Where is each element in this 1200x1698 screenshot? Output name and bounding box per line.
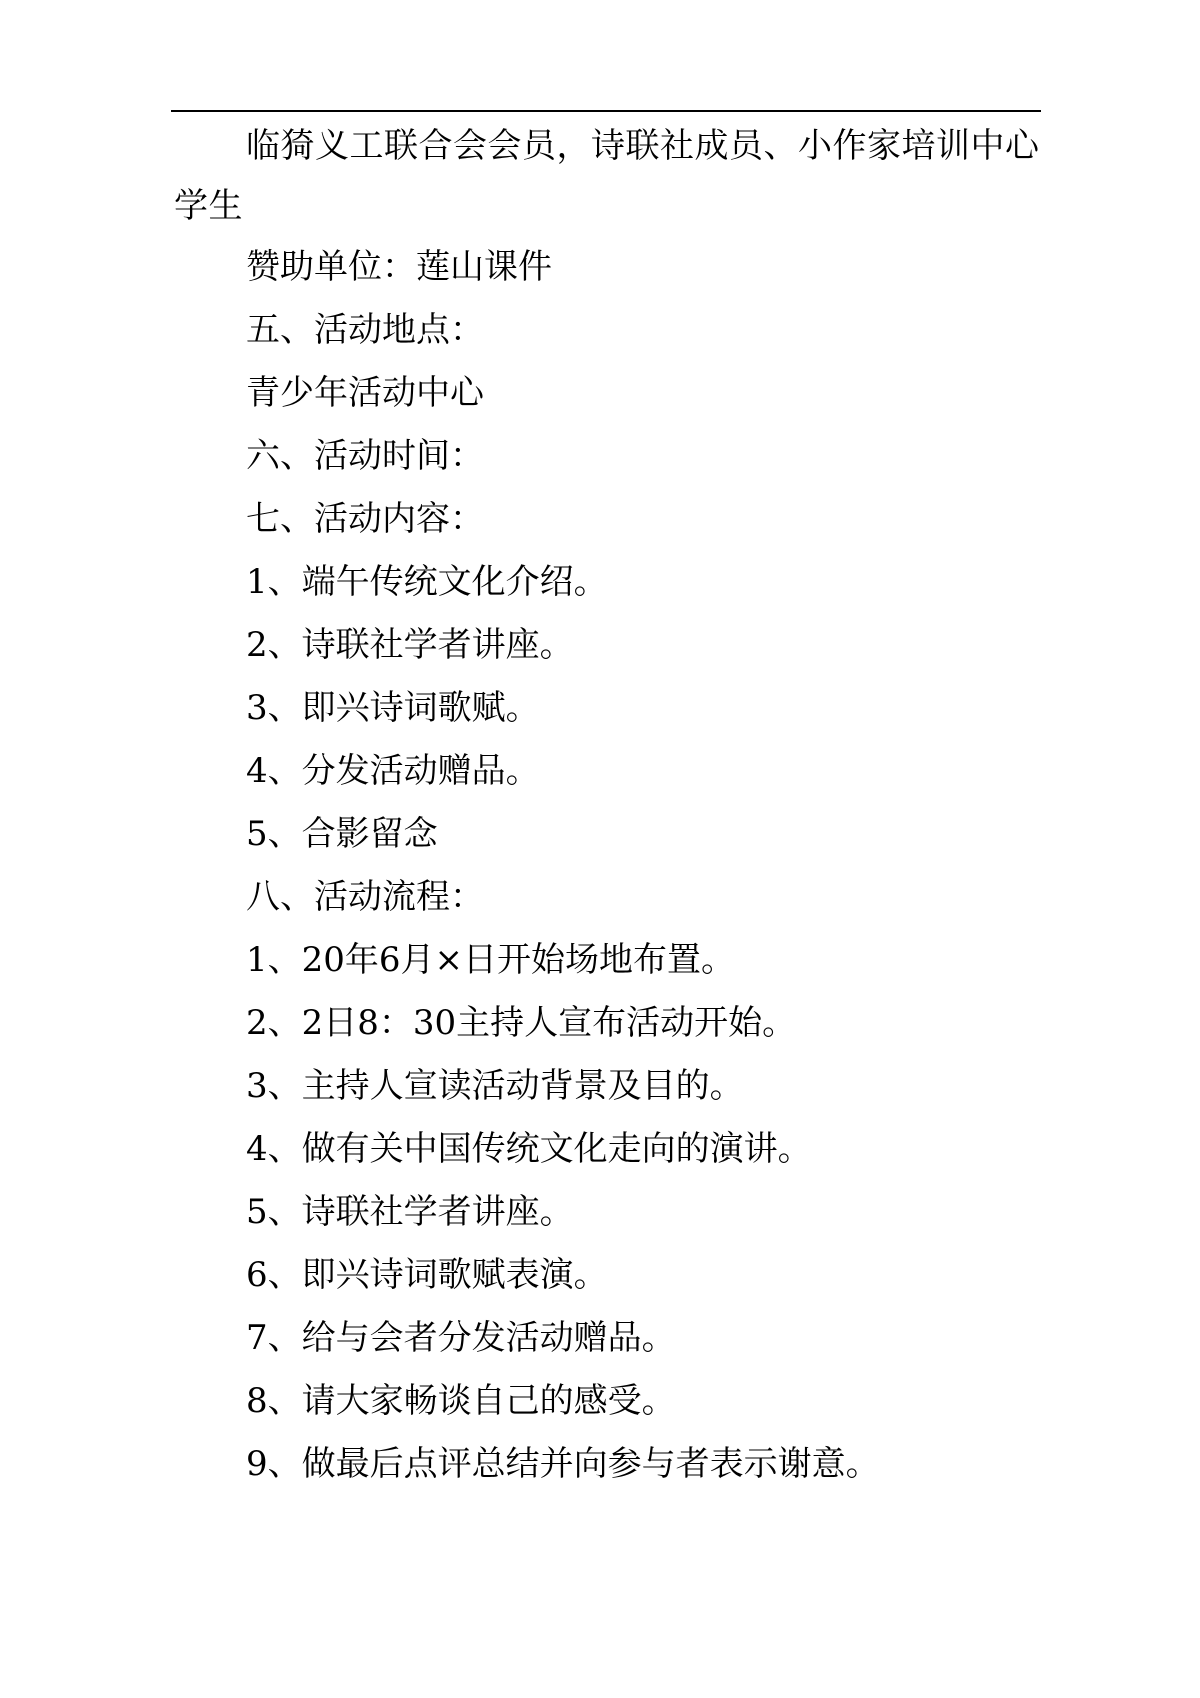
document-body	[174, 116, 1042, 1496]
content-item-5: 5、合影留念	[246, 814, 438, 854]
content-item-2: 2、诗联社学者讲座。	[246, 625, 574, 665]
location-value: 青少年活动中心	[246, 373, 484, 413]
process-step-8: 8、请大家畅谈自己的感受。	[246, 1381, 676, 1421]
section-heading-content: 七、活动内容：	[246, 499, 484, 539]
process-step-9: 9、做最后点评总结并向参与者表示谢意。	[246, 1444, 880, 1484]
participants-paragraph: 临猗义工联合会会员，诗联社成员、小作家培训中心学生	[174, 126, 1040, 226]
process-step-7: 7、给与会者分发活动赠品。	[246, 1318, 676, 1358]
process-step-4: 4、做有关中国传统文化走向的演讲。	[246, 1129, 812, 1169]
process-step-2: 2、2日8：30主持人宣布活动开始。	[246, 1003, 797, 1043]
content-item-4: 4、分发活动赠品。	[246, 751, 540, 791]
section-heading-process: 八、活动流程：	[246, 877, 484, 917]
process-step-5: 5、诗联社学者讲座。	[246, 1192, 574, 1232]
process-step-6: 6、即兴诗词歌赋表演。	[246, 1255, 608, 1295]
process-step-1: 1、20年6月×日开始场地布置。	[246, 940, 736, 980]
header-rule	[171, 110, 1041, 112]
content-item-3: 3、即兴诗词歌赋。	[246, 688, 540, 728]
process-step-3: 3、主持人宣读活动背景及目的。	[246, 1066, 744, 1106]
sponsor-line: 赞助单位：莲山课件	[246, 247, 552, 287]
section-heading-location: 五、活动地点：	[246, 310, 484, 350]
content-item-1: 1、端午传统文化介绍。	[246, 562, 608, 602]
section-heading-time: 六、活动时间：	[246, 436, 484, 476]
